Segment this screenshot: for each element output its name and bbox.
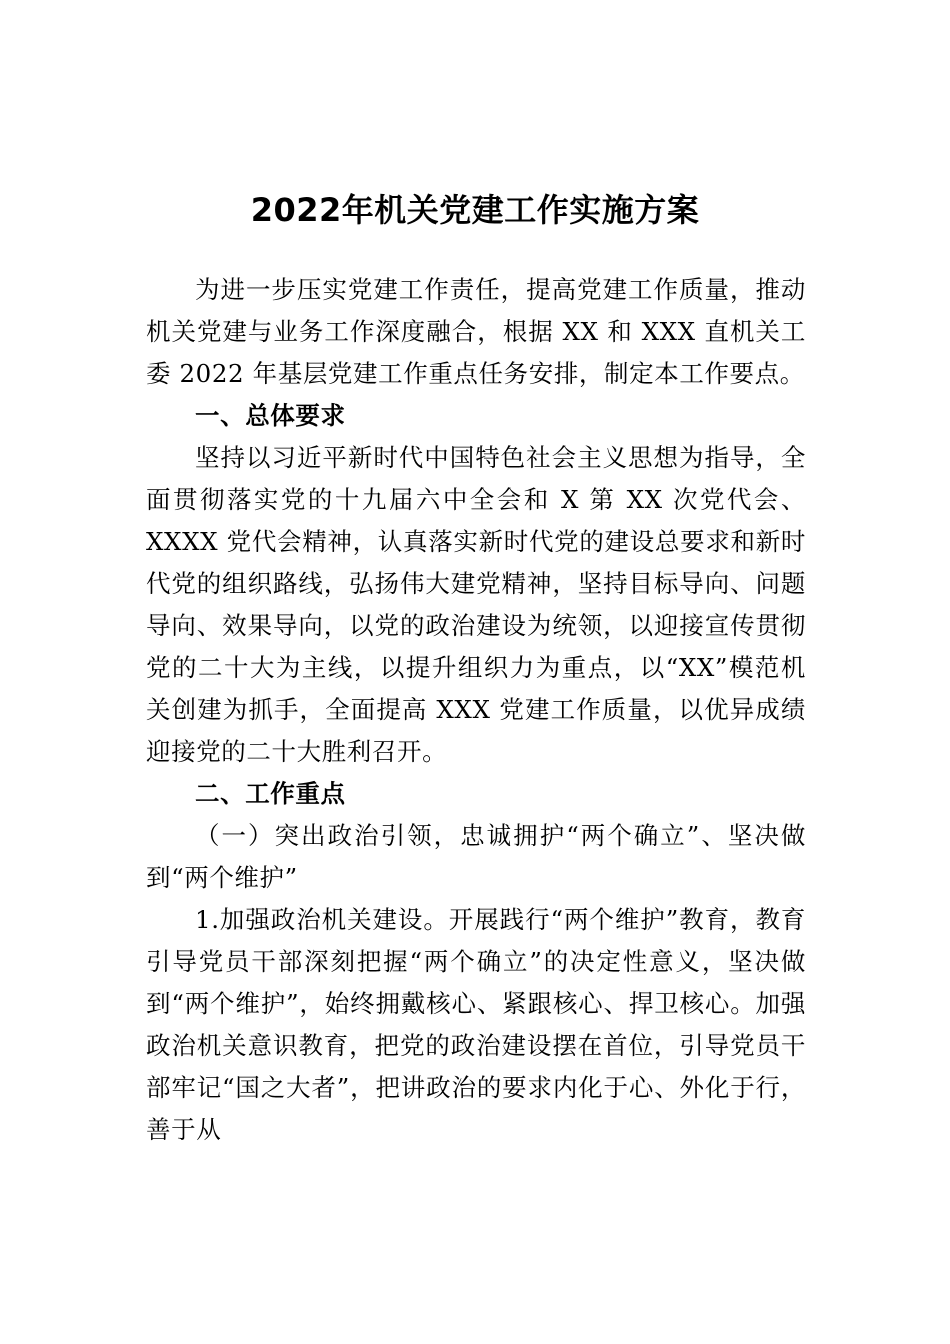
document-body bbox=[146, 269, 806, 1151]
item-1-paragraph: 1.加强政治机关建设。开展践行“两个维护”教育，教育引导党员干部深刻把握“两个确立”的决定性意义，坚决做到“两个维护”，始终拥戴核心、紧跟核心、捍卫核心。加强政治机关意识教育，把党的政治建设摆在首位，引导党员干部牢记“国之大者”，把讲政治的要求内化于心、外化于行，善于从 bbox=[146, 905, 806, 1144]
section-heading-general-requirements: 一、总体要求 bbox=[195, 401, 346, 430]
section-heading-work-focus: 二、工作重点 bbox=[195, 779, 346, 808]
document-title: 2022年机关党建工作实施方案 bbox=[250, 191, 700, 229]
intro-paragraph: 为进一步压实党建工作责任，提高党建工作质量，推动机关党建与业务工作深度融合，根据 XX 和 XXX 直机关工委 2022 年基层党建工作重点任务安排，制定本工作要点。 bbox=[146, 275, 806, 388]
subsection-heading-political-guidance: （一）突出政治引领，忠诚拥护“两个确立”、坚决做到“两个维护” bbox=[146, 821, 806, 892]
general-requirements-paragraph: 坚持以习近平新时代中国特色社会主义思想为指导，全面贯彻落实党的十九届六中全会和 X 第 XX 次党代会、XXXX 党代会精神，认真落实新时代党的建设总要求和新时代党的组织路线，弘扬伟大建党精神，坚持目标导向、问题导向、效果导向，以党的政治建设为统领，以迎接宣传贯彻党的二十大为主线，以提升组织力为重点，以“XX”模范机关创建为抓手，全面提高 XXX 党建工作质量，以优异成绩迎接党的二十大胜利召开。 bbox=[146, 443, 806, 766]
